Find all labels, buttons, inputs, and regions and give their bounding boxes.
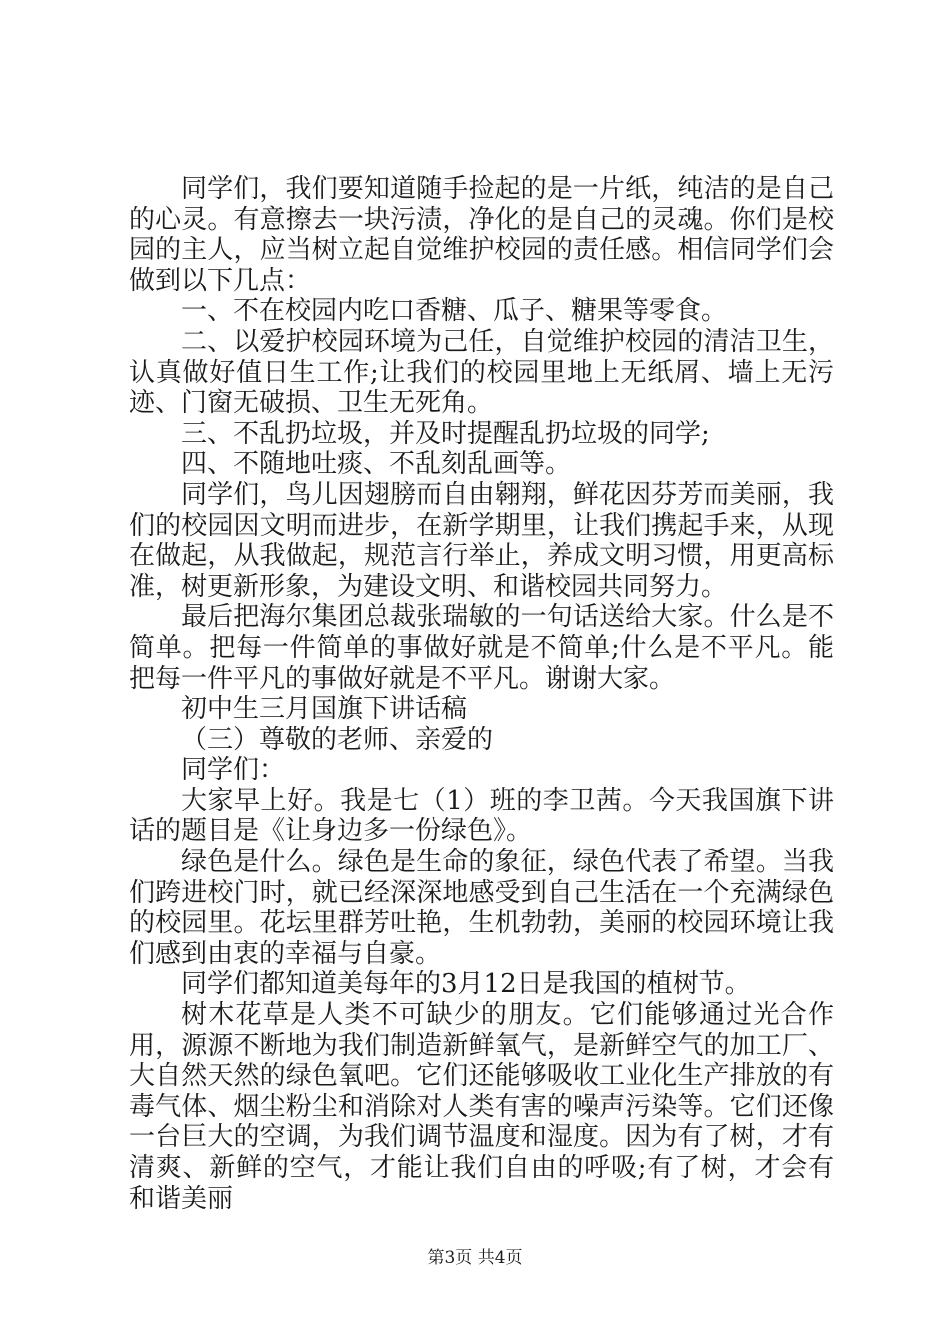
paragraph: 同学们，鸟儿因翅膀而自由翱翔，鲜花因芬芳而美丽，我们的校园因文明而进步，在新学期里，让我们携起手来，从现在做起，从我做起，规范言行举止，养成文明习惯，用更高标准，树更新形象，为建设文明、和谐校园共同努力。 xyxy=(129,479,834,602)
paragraph: 树木花草是人类不可缺少的朋友。它们能够通过光合作用，源源不断地为我们制造新鲜氧气，是新鲜空气的加工厂、大自然天然的绿色氧吧。它们还能够吸收工业化生产排放的有毒气体、烟尘粉尘和消除对人类有害的噪声污染等。它们还像一台巨大的空调，为我们调节温度和湿度。因为有了树，才有清爽、新鲜的空气，才能让我们自由的呼吸;有了树，才会有和谐美丽 xyxy=(129,1000,834,1214)
page-number: 第3页 共4页 xyxy=(427,1248,523,1268)
salutation: 同学们： xyxy=(181,755,286,786)
paragraph: 四、不随地吐痰、不乱刻乱画等。 xyxy=(181,449,572,480)
paragraph: 大家早上好。我是七（1）班的李卫茜。今天我国旗下讲话的题目是《让身边多一份绿色》。 xyxy=(129,785,834,847)
paragraph: 三、不乱扔垃圾，并及时提醒乱扔垃圾的同学; xyxy=(181,418,710,449)
paragraph: 二、以爱护校园环境为己任，自觉维护校园的清洁卫生，认真做好值日生工作;让我们的校园里地上无纸屑、墙上无污迹、门窗无破损、卫生无死角。 xyxy=(129,326,834,419)
salutation: （三）尊敬的老师、亲爱的 xyxy=(181,724,494,755)
paragraph: 一、不在校园内吃口香糖、瓜子、糖果等零食。 xyxy=(181,296,728,327)
paragraph: 同学们都知道美每年的3月12日是我国的植树节。 xyxy=(181,969,751,1000)
section-title: 初中生三月国旗下讲话稿 xyxy=(181,694,468,725)
paragraph: 同学们，我们要知道随手捡起的是一片纸，纯洁的是自己的心灵。有意擦去一块污渍，净化的是自己的灵魂。你们是校园的主人，应当树立起自觉维护校园的责任感。相信同学们会做到以下几点： xyxy=(129,174,834,296)
paragraph: 绿色是什么。绿色是生命的象征，绿色代表了希望。当我们跨进校门时，就已经深深地感受到自己生活在一个充满绿色的校园里。花坛里群芳吐艳，生机勃勃，美丽的校园环境让我们感到由衷的幸福与自豪。 xyxy=(129,847,834,969)
paragraph: 最后把海尔集团总裁张瑞敏的一句话送给大家。什么是不简单。把每一件简单的事做好就是不简单;什么是不平凡。能把每一件平凡的事做好就是不平凡。谢谢大家。 xyxy=(129,602,834,694)
document-body xyxy=(129,174,834,1214)
